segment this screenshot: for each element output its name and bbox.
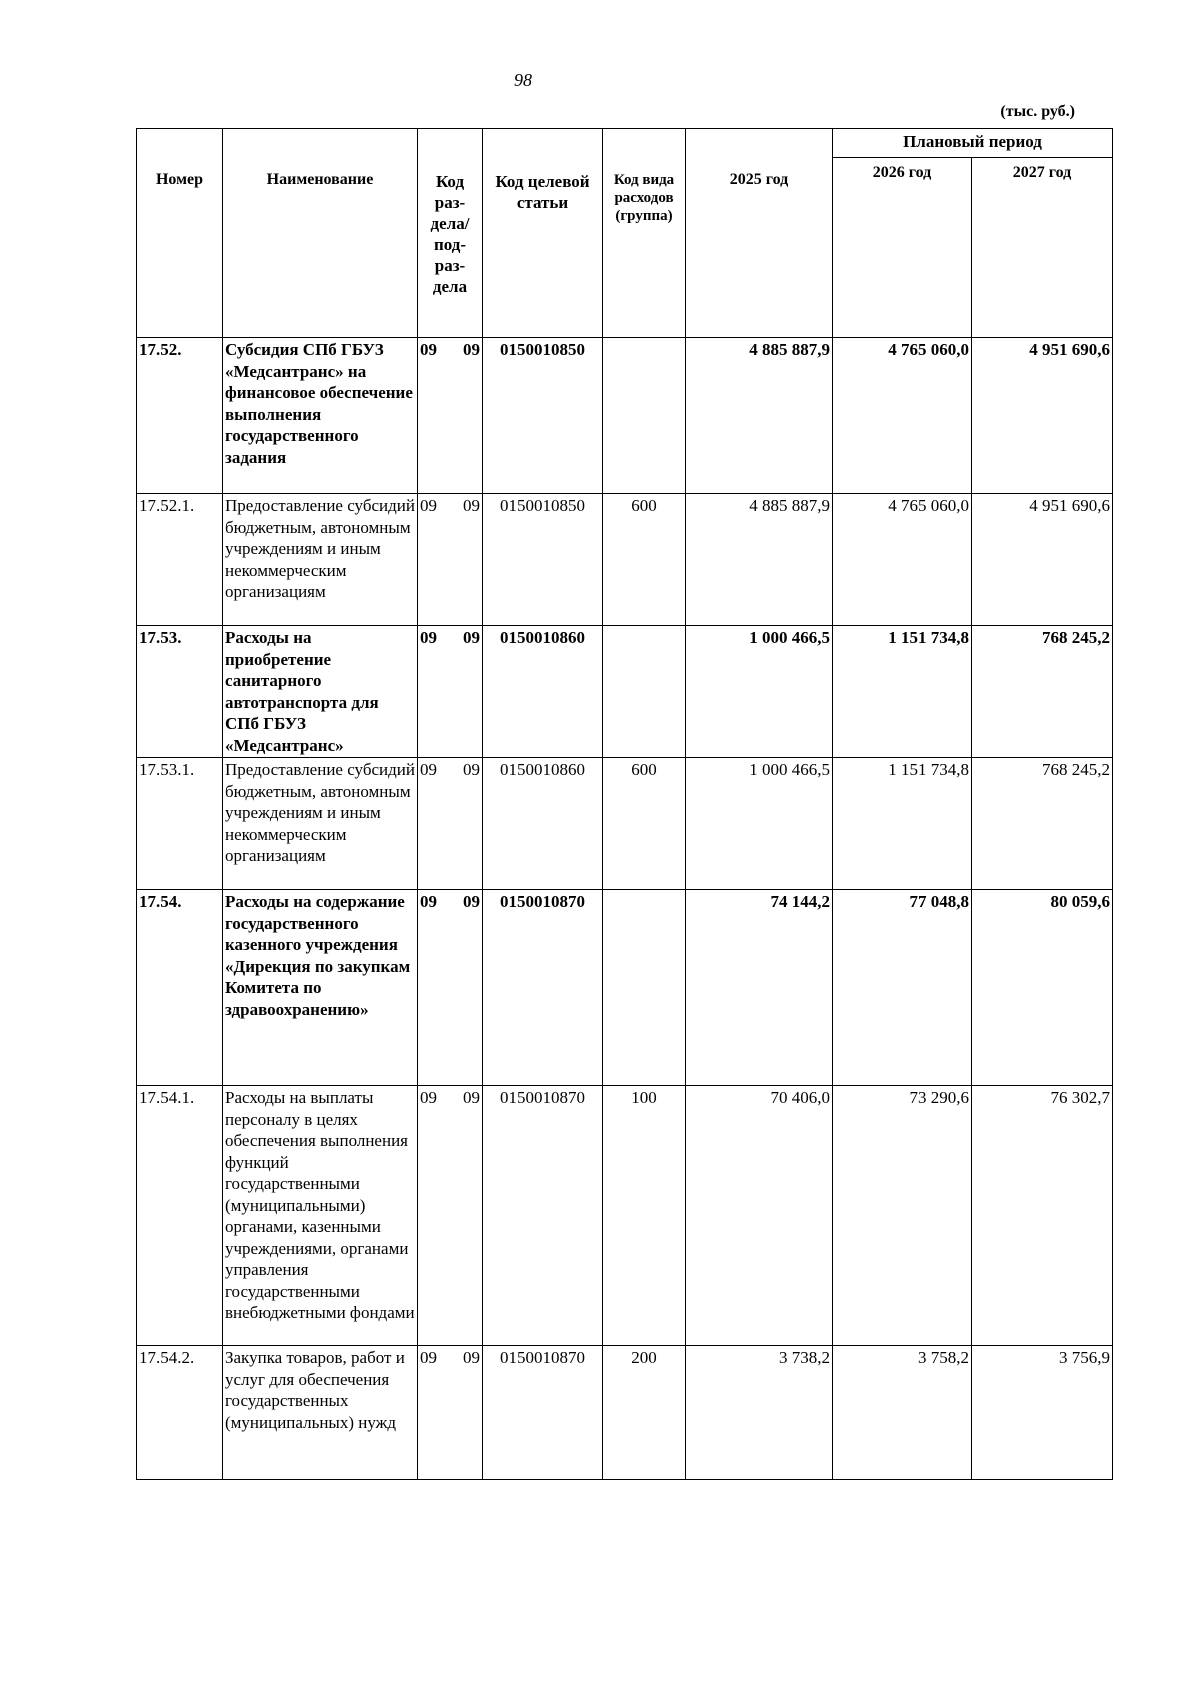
page-number: 98 [514, 70, 532, 90]
header-planned-period: Плановый период [833, 129, 1113, 158]
header-expense-code: Код вида расходов (группа) [603, 129, 686, 338]
header-2027: 2027 год [972, 158, 1113, 338]
section-code: 09 [420, 1348, 437, 1367]
row-section-code [418, 1346, 483, 1480]
row-name: Расходы на содержание государственного казенного учреждения «Дирекция по закупкам Комитета по здравоохранению» [223, 890, 418, 1086]
table-row [137, 1346, 1113, 1480]
subsection-code: 09 [463, 340, 480, 359]
row-section-code [418, 890, 483, 1086]
row-amount-2025: 4 885 887,9 [686, 338, 833, 494]
section-code: 09 [420, 628, 437, 647]
header-number: Номер [137, 129, 223, 338]
row-expense-code: 100 [603, 1086, 686, 1346]
row-target-code: 0150010870 [483, 1086, 603, 1346]
row-target-code: 0150010860 [483, 758, 603, 890]
row-amount-2026: 1 151 734,8 [833, 758, 972, 890]
row-amount-2025: 3 738,2 [686, 1346, 833, 1480]
subsection-code: 09 [463, 628, 480, 647]
row-amount-2026: 77 048,8 [833, 890, 972, 1086]
table-row [137, 338, 1113, 494]
row-amount-2026: 4 765 060,0 [833, 338, 972, 494]
row-amount-2025: 4 885 887,9 [686, 494, 833, 626]
row-target-code: 0150010860 [483, 626, 603, 758]
row-number: 17.54. [137, 890, 223, 1086]
header-2025: 2025 год [686, 129, 833, 338]
table-row [137, 758, 1113, 890]
row-section-code [418, 494, 483, 626]
header-2026: 2026 год [833, 158, 972, 338]
row-amount-2027: 4 951 690,6 [972, 338, 1113, 494]
row-number: 17.53. [137, 626, 223, 758]
row-section-code [418, 1086, 483, 1346]
row-expense-code: 600 [603, 494, 686, 626]
row-name: Расходы на приобретение санитарного автотранспорта для СПб ГБУЗ «Медсантранс» [223, 626, 418, 758]
row-target-code: 0150010850 [483, 494, 603, 626]
row-section-code [418, 338, 483, 494]
row-name: Предоставление субсидий бюджетным, автономным учреждениям и иным некоммерческим организациям [223, 494, 418, 626]
subsection-code: 09 [463, 1348, 480, 1367]
row-amount-2027: 768 245,2 [972, 758, 1113, 890]
row-number: 17.54.1. [137, 1086, 223, 1346]
row-name: Субсидия СПб ГБУЗ «Медсантранс» на финансовое обеспечение выполнения государственного задания [223, 338, 418, 494]
row-number: 17.53.1. [137, 758, 223, 890]
row-amount-2026: 1 151 734,8 [833, 626, 972, 758]
row-number: 17.52. [137, 338, 223, 494]
row-amount-2025: 1 000 466,5 [686, 626, 833, 758]
section-code: 09 [420, 1088, 437, 1107]
row-amount-2027: 80 059,6 [972, 890, 1113, 1086]
row-amount-2026: 4 765 060,0 [833, 494, 972, 626]
row-expense-code [603, 338, 686, 494]
row-target-code: 0150010870 [483, 890, 603, 1086]
table-row [137, 890, 1113, 1086]
row-expense-code: 600 [603, 758, 686, 890]
row-amount-2027: 76 302,7 [972, 1086, 1113, 1346]
table-row [137, 626, 1113, 758]
subsection-code: 09 [463, 760, 480, 779]
table-row [137, 1086, 1113, 1346]
row-number: 17.54.2. [137, 1346, 223, 1480]
table-row [137, 494, 1113, 626]
row-amount-2025: 74 144,2 [686, 890, 833, 1086]
section-code: 09 [420, 760, 437, 779]
row-expense-code [603, 890, 686, 1086]
subsection-code: 09 [463, 496, 480, 515]
section-code: 09 [420, 496, 437, 515]
row-amount-2027: 3 756,9 [972, 1346, 1113, 1480]
row-amount-2025: 1 000 466,5 [686, 758, 833, 890]
header-section-code: Код раз-дела/ под-раз-дела [418, 129, 483, 338]
budget-table [136, 128, 1113, 1480]
row-amount-2027: 4 951 690,6 [972, 494, 1113, 626]
row-target-code: 0150010870 [483, 1346, 603, 1480]
row-section-code [418, 626, 483, 758]
units-label: (тыс. руб.) [1000, 103, 1075, 120]
subsection-code: 09 [463, 1088, 480, 1107]
row-target-code: 0150010850 [483, 338, 603, 494]
row-number: 17.52.1. [137, 494, 223, 626]
row-section-code [418, 758, 483, 890]
header-target-code: Код целевой статьи [483, 129, 603, 338]
header-row [137, 129, 1113, 158]
row-name: Предоставление субсидий бюджетным, автономным учреждениям и иным некоммерческим организациям [223, 758, 418, 890]
row-name: Расходы на выплаты персоналу в целях обеспечения выполнения функций государственными (муниципальными) органами, казенными учреждениями, органами управления государственными внебюджетными фондами [223, 1086, 418, 1346]
row-amount-2026: 3 758,2 [833, 1346, 972, 1480]
section-code: 09 [420, 340, 437, 359]
row-amount-2025: 70 406,0 [686, 1086, 833, 1346]
subsection-code: 09 [463, 892, 480, 911]
row-expense-code: 200 [603, 1346, 686, 1480]
row-amount-2026: 73 290,6 [833, 1086, 972, 1346]
section-code: 09 [420, 892, 437, 911]
row-name: Закупка товаров, работ и услуг для обеспечения государственных (муниципальных) нужд [223, 1346, 418, 1480]
row-expense-code [603, 626, 686, 758]
header-name: Наименование [223, 129, 418, 338]
row-amount-2027: 768 245,2 [972, 626, 1113, 758]
